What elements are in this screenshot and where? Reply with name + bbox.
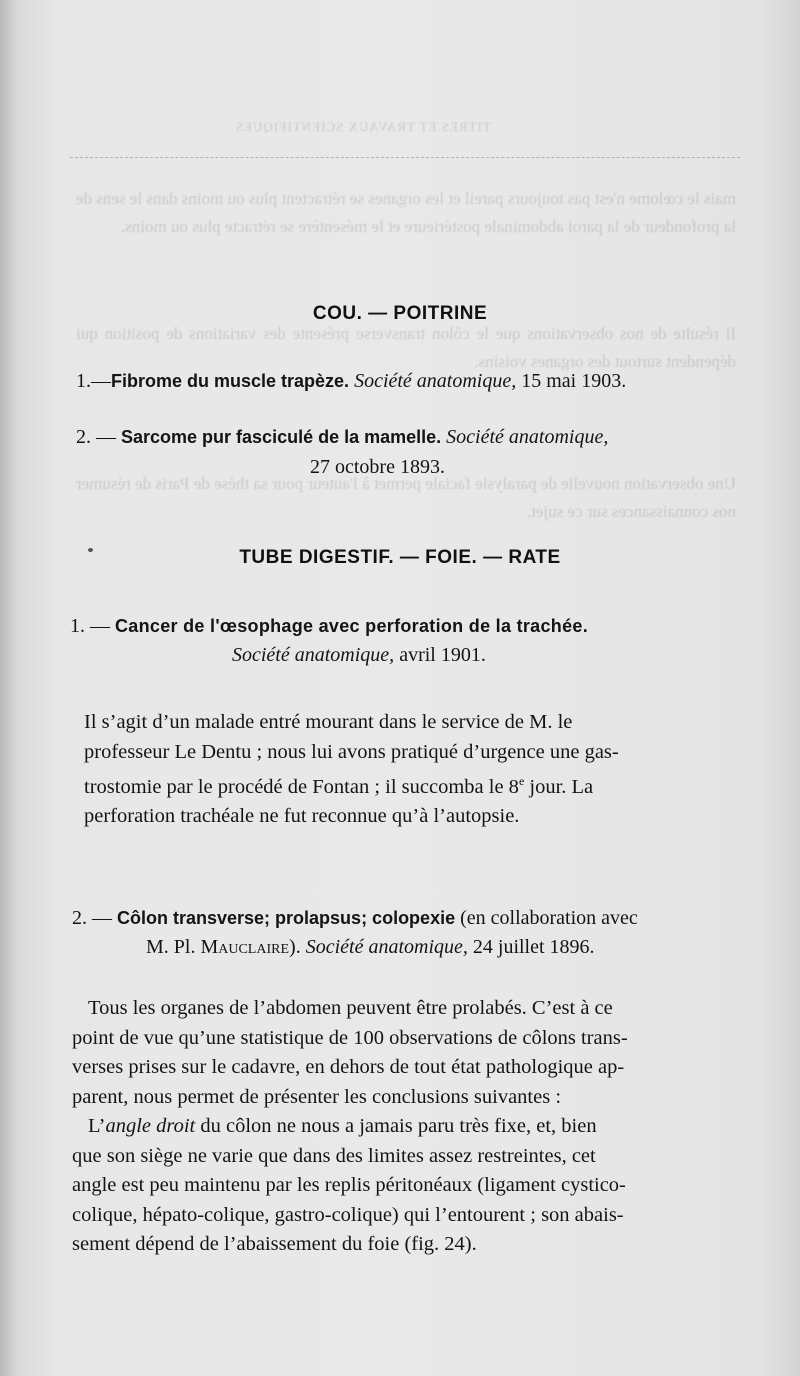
item-source: Société anatomique, <box>446 426 609 448</box>
text-line: Il s’agit d’un malade entré mourant dans le service de M. le <box>84 711 573 733</box>
text-line: sement dépend de l’abaissement du foie (fig. 24). <box>72 1233 477 1255</box>
list-item <box>76 422 776 452</box>
collab-suffix: ). <box>289 936 301 958</box>
item-title: Fibrome du muscle trapèze. <box>111 371 350 391</box>
text-line <box>84 767 740 802</box>
item-number: 1. — <box>70 615 115 637</box>
text-line: point de vue qu’une statistique de 100 observations de côlons trans- <box>72 1026 628 1049</box>
item-source: Société anatomique, <box>305 936 468 958</box>
paragraph-colon-2 <box>72 1112 740 1260</box>
item-citation <box>232 640 486 670</box>
text-line: Tous les organes de l’abdomen peuvent être prolabés. C’est à ce <box>88 997 613 1019</box>
item-title: Cancer de l'œsophage avec perforation de la trachée. <box>115 616 589 636</box>
emphasis: angle droit <box>105 1115 196 1137</box>
item-date: 27 octobre 1893. <box>310 456 445 478</box>
section-heading-digestive: TUBE DIGESTIF. — FOIE. — RATE <box>239 547 561 568</box>
ghost-header: TITRES ET TRAVAUX SCIENTIFIQUES <box>235 119 491 134</box>
item-source: Société anatomique, <box>354 370 517 392</box>
text-line: que son siège ne varie que dans des limites assez restreintes, cet <box>72 1144 596 1167</box>
item-date: avril 1901. <box>399 644 486 666</box>
text-line: perforation trachéale ne fut reconnue qu’à l’autopsie. <box>84 805 520 828</box>
text-line: colique, hépato-colique, gastro-colique) qui l’entourent ; son abais- <box>72 1203 624 1226</box>
text-line: parent, nous permet de présenter les conclusions suivantes : <box>72 1085 562 1108</box>
section-heading-neck-chest: COU. — POITRINE <box>312 303 488 324</box>
item-title: Sarcome pur fasciculé de la mamelle. <box>121 427 442 447</box>
paragraph-oesophagus <box>84 708 740 832</box>
collab-prefix: M. Pl. <box>146 936 201 958</box>
item-citation <box>146 932 595 962</box>
list-item <box>70 611 770 641</box>
paragraph-colon-1 <box>72 994 740 1112</box>
header-rule <box>70 157 740 158</box>
item-date: 24 juillet 1896. <box>472 936 595 958</box>
item-title: Côlon transverse; prolapsus; colopexie <box>117 908 456 928</box>
list-item <box>76 366 776 396</box>
superscript: e <box>518 774 525 788</box>
list-item <box>72 903 772 933</box>
ghost-block-1: mais le cœlome n'est pas toujours pareil et les organes se rétractent plus ou moins dans le sens de la profondeur de la paroi abdominale postérieure et le mésentère se rétracte plus ou moins. <box>76 189 736 236</box>
text-line-part: du côlon ne nous a jamais paru très fixe, et, bien <box>195 1115 597 1137</box>
item-number: 2. — <box>72 907 117 929</box>
text-line: professeur Le Dentu ; nous lui avons pratiqué d’urgence une gas- <box>84 740 619 763</box>
text-line <box>72 1112 740 1142</box>
ghost-block-2: Il résulte de nos observations que le côlon transverse présente des variations de position qui dépendent surtout des organes voisins. <box>76 324 736 371</box>
text-line: angle est peu maintenu par les replis péritonéaux (ligament cystico- <box>72 1174 626 1196</box>
item-source: Société anatomique, <box>232 644 395 666</box>
text-line-part: jour. La <box>524 775 594 798</box>
text-line-part: L’ <box>88 1115 106 1137</box>
item-date: 15 mai 1903. <box>521 370 627 392</box>
item-collaboration: (en collaboration avec <box>455 907 638 929</box>
text-line-part: trostomie par le procédé de Fontan ; il succomba le 8 <box>84 775 519 798</box>
item-number: 1.— <box>76 370 111 392</box>
item-number: 2. — <box>76 426 121 448</box>
ghost-block-3: Une observation nouvelle de paralysie faciale permet à l'auteur pour sa thèse de Paris de résumer nos connaissances sur ce sujet. <box>76 474 736 521</box>
collab-name: Mauclaire <box>200 936 290 958</box>
text-line: verses prises sur le cadavre, en dehors de tout état pathologique ap- <box>72 1056 625 1078</box>
